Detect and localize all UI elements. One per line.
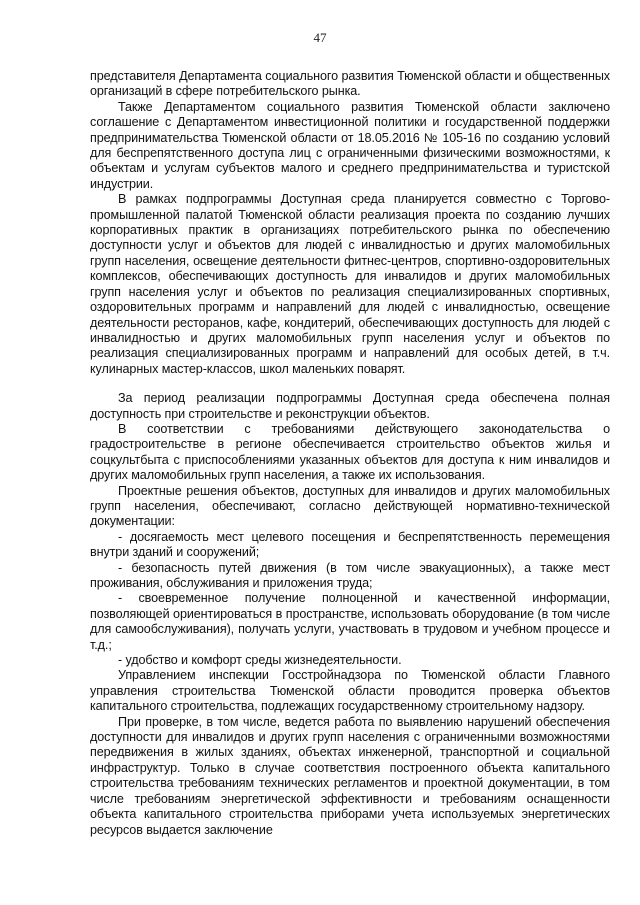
paragraph-subprogram-plan: В рамках подпрограммы Доступная среда планируется совместно с Торгово-промышленной палатой Тюменской области реализация проекта по созданию лучших корпоративных практик в организациях потребительского рынка по обеспечению доступности услуг и объектов для людей с инвалидностью и других маломобильных групп населения, освещение деятельности фитнес-центров, спортивно-оздоровительных комплексов, обеспечивающих доступность для инвалидов и других маломобильных групп населения услуг и объектов по реализация специализированных спортивных, оздоровительных программ и направлений для людей с инвалидностью, освещение деятельности ресторанов, кафе, кондитерий, обеспечивающих доступность для людей с инвалидностью и других маломобильных групп населения услуг и объектов по реализация специализированных программ и направлений для особых детей, в т.ч. кулинарных мастер-классов, школ маленьких поварят.	[90, 192, 610, 376]
paragraph-verification: При проверке, в том числе, ведется работа по выявлению нарушений обеспечения доступности для инвалидов и других групп населения с ограниченными возможностями передвижения в жилых зданиях, объектах инженерной, транспортной и социальной инфраструктур. Только в случае соответствия построенного объекта капитального строительства требованиям технических регламентов и проектной документации, в том числе требованиям энергетической эффективности и требованиям оснащенности объекта капитального строительства приборами учета используемых энергетических ресурсов выдается заключение	[90, 714, 610, 837]
paragraph-legislation: В соответствии с требованиями действующего законодательства о градостроительстве в регионе обеспечивается строительство объектов жилья и соцкультбыта с приспособлениями указанных объектов для доступа к ним инвалидов и других маломобильных групп населения, а также их использования.	[90, 421, 610, 483]
paragraph-design-solutions: Проектные решения объектов, доступных для инвалидов и других маломобильных групп населения, обеспечивают, согласно действующей нормативно-технической документации:	[90, 483, 610, 529]
list-item-reachability: - досягаемость мест целевого посещения и беспрепятственность перемещения внутри зданий и сооружений;	[90, 529, 610, 560]
page-number: 47	[313, 30, 327, 45]
list-item-comfort: - удобство и комфорт среды жизнедеятельности.	[118, 653, 402, 668]
list-item-safety: - безопасность путей движения (в том числе эвакуационных), а также мест проживания, обслуживания и приложения труда;	[90, 560, 610, 590]
paragraph-continuation: представителя Департамента социального развития Тюменской области и общественных организаций в сфере потребительского рынка.	[90, 69, 610, 99]
list-item-information: - своевременное получение полноценной и качественной информации, позволяющей ориентироваться в пространстве, использовать оборудование (в том числе для самообслуживания), получать услуги, участвовать в трудовом и учебном процессе и т.д.;	[90, 591, 610, 652]
document-body	[90, 69, 610, 838]
paragraph-accessibility-period: За период реализации подпрограммы Доступная среда обеспечена полная доступность при строительстве и реконструкции объектов.	[90, 391, 610, 421]
paragraph-agreement: Также Департаментом социального развития Тюменской области заключено соглашение с Департаментом инвестиционной политики и государственной поддержки предпринимательства Тюменской области от 18.05.2016 № 105-16 по созданию условий для беспрепятственного доступа лиц с ограниченными физическими возможностями, к объектам и услугам субъектов малого и среднего предпринимательства и туристской индустрии.	[90, 99, 610, 191]
paragraph-inspection: Управлением инспекции Госстройнадзора по Тюменской области Главного управления строительства Тюменской области проводится проверка объектов капитального строительства, подлежащих государственному строительному надзору.	[90, 668, 610, 714]
